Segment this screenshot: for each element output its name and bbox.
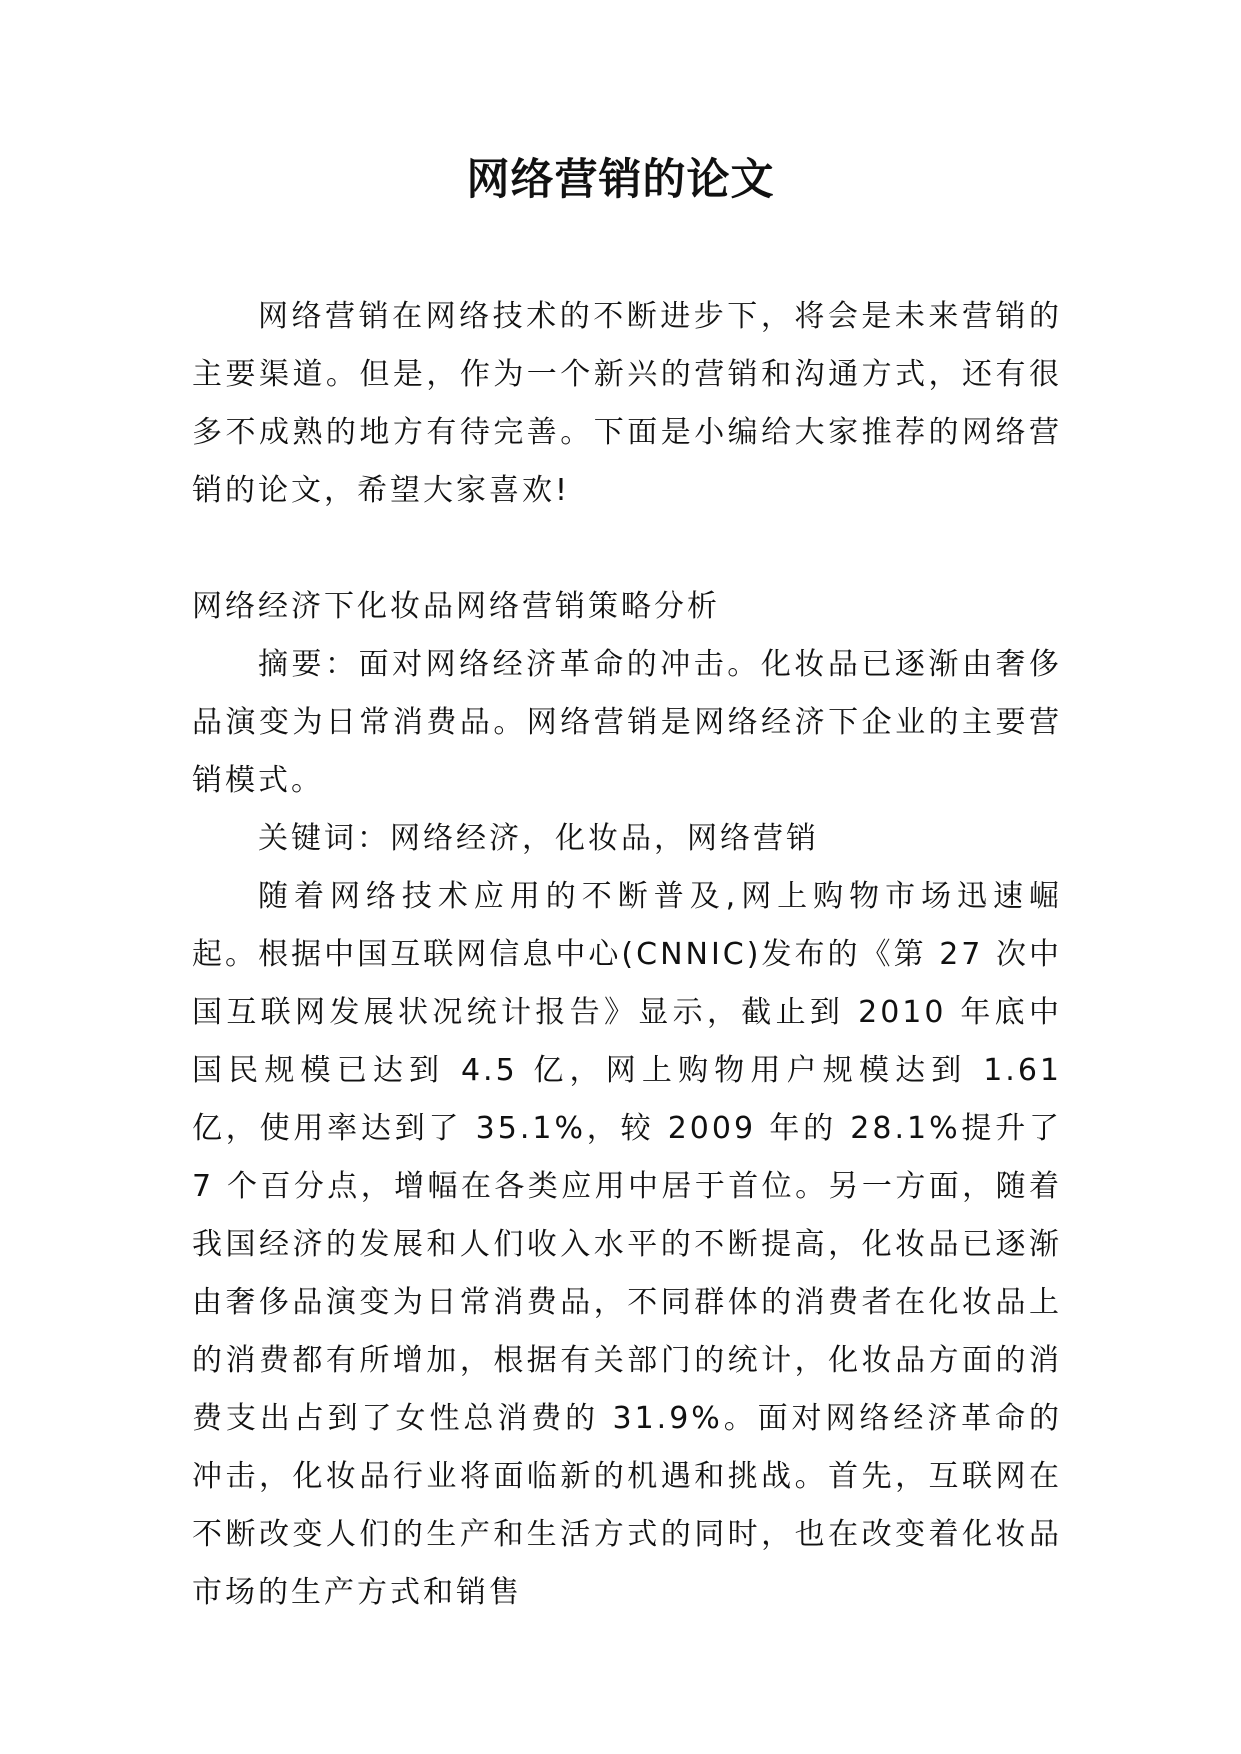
document-body <box>192 288 1062 1622</box>
abstract-paragraph: 摘要：面对网络经济革命的冲击。化妆品已逐渐由奢侈品演变为日常消费品。网络营销是网络经济下企业的主要营销模式。 <box>192 647 1062 798</box>
intro-paragraph: 网络营销在网络技术的不断进步下，将会是未来营销的主要渠道。但是，作为一个新兴的营销和沟通方式，还有很多不成熟的地方有待完善。下面是小编给大家推荐的网络营销的论文，希望大家喜欢! <box>192 299 1062 508</box>
body-paragraph: 随着网络技术应用的不断普及,网上购物市场迅速崛起。根据中国互联网信息中心(CNNIC)发布的《第 27 次中国互联网发展状况统计报告》显示，截止到 2010 年底中国民规模已达到 4.5 亿，网上购物用户规模达到 1.61 亿，使用率达到了 35.1%，较 2009 年的 28.1%提升了 7 个百分点，增幅在各类应用中居于首位。另一方面，随着我国经济的发展和人们收入水平的不断提高，化妆品已逐渐由奢侈品演变为日常消费品，不同群体的消费者在化妆品上的消费都有所增加，根据有关部门的统计，化妆品方面的消费支出占到了女性总消费的 31.9%。面对网络经济革命的冲击，化妆品行业将面临新的机遇和挑战。首先，互联网在不断改变人们的生产和生活方式的同时，也在改变着化妆品市场的生产方式和销售 <box>192 879 1062 1610</box>
article-title: 网络经济下化妆品网络营销策略分析 <box>192 589 720 624</box>
keywords-paragraph: 关键词：网络经济，化妆品，网络营销 <box>258 821 819 856</box>
document-title: 网络营销的论文 <box>466 155 775 205</box>
paragraph-gap <box>192 520 1062 578</box>
